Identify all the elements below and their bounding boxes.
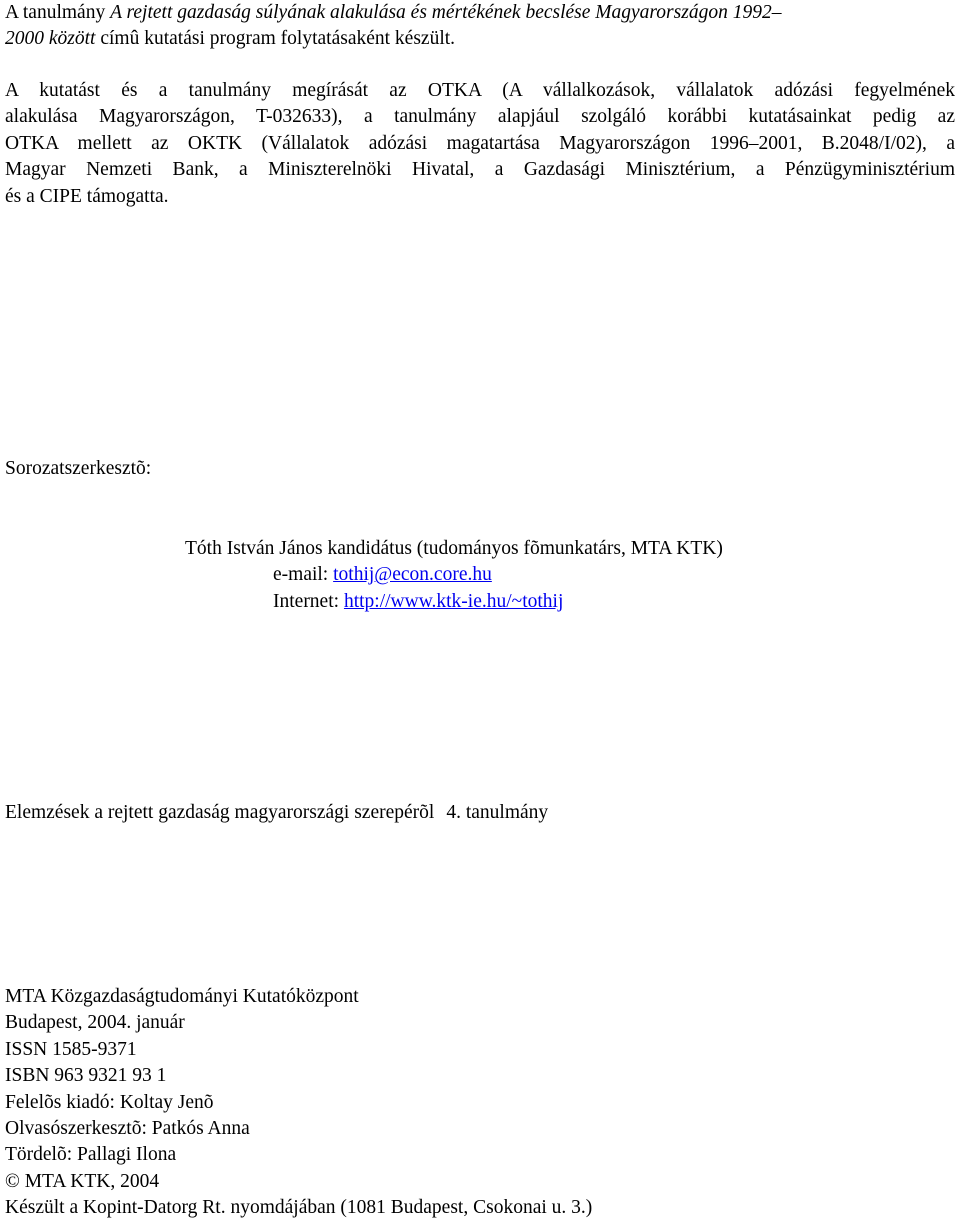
intro-suffix: címû kutatási program folytatásaként készült. xyxy=(95,28,456,50)
support-line: alakulása Magyarországon, T-032633), a tanulmány alapjául szolgáló korábbi kutatásainkat pedig az xyxy=(5,106,955,128)
imprint-copy-editor: Olvasószerkesztõ: Patkós Anna xyxy=(5,1117,250,1139)
imprint-issn: ISSN 1585-9371 xyxy=(5,1038,137,1060)
imprint-printer: Készült a Kopint-Datorg Rt. nyomdájában (1081 Budapest, Csokonai u. 3.) xyxy=(5,1197,593,1219)
imprint-typesetter: Tördelõ: Pallagi Ilona xyxy=(5,1144,177,1166)
support-paragraph xyxy=(5,78,955,210)
imprint-publisher: MTA Közgazdaságtudományi Kutatóközpont xyxy=(5,986,359,1007)
email-label: e-mail: xyxy=(273,564,334,586)
editor-name: Tóth István János kandidátus (tudományos fõmunkatárs, MTA KTK) xyxy=(185,538,723,559)
program-title-line-1: A rejtett gazdaság súlyának alakulása és mértékének becslése Magyarországon 1992– xyxy=(110,2,782,23)
series-editor-label: Sorozatszerkesztõ: xyxy=(5,458,152,479)
internet-label: Internet: xyxy=(273,590,344,612)
series-number: 4. tanulmány xyxy=(446,802,549,823)
editor-email-line xyxy=(185,562,885,588)
support-line: és a CIPE támogatta. xyxy=(5,185,169,207)
program-title-line-2: 2000 között xyxy=(5,28,96,50)
website-link[interactable]: http://www.ktk-ie.hu/~tothij xyxy=(343,590,564,612)
series-title: Elemzések a rejtett gazdaság magyarországi szerepérõl xyxy=(5,802,435,823)
intro-paragraph xyxy=(5,0,955,53)
imprint-place-date: Budapest, 2004. január xyxy=(5,1012,185,1034)
series-editor-block xyxy=(185,536,885,615)
intro-line-2 xyxy=(5,26,955,52)
editor-internet-line xyxy=(185,589,885,615)
intro-line-1 xyxy=(5,0,955,26)
intro-prefix: A tanulmány xyxy=(5,2,111,23)
support-line: A kutatást és a tanulmány megírását az OTKA (A vállalkozások, vállalatok adózási fegyelmének xyxy=(5,80,955,101)
imprint-block xyxy=(5,984,905,1222)
imprint-responsible-publisher: Felelõs kiadó: Koltay Jenõ xyxy=(5,1091,214,1113)
support-line: Magyar Nemzeti Bank, a Miniszterelnöki Hivatal, a Gazdasági Minisztérium, a Pénzügyminisztérium xyxy=(5,159,955,181)
email-link[interactable]: tothij@econ.core.hu xyxy=(333,564,492,586)
support-line: OTKA mellett az OKTK (Vállalatok adózási magatartása Magyarországon 1996–2001, B.2048/I/02), a xyxy=(5,132,955,154)
imprint-copyright: © MTA KTK, 2004 xyxy=(5,1170,160,1192)
imprint-isbn: ISBN 963 9321 93 1 xyxy=(5,1065,167,1087)
series-title-line xyxy=(5,800,548,826)
